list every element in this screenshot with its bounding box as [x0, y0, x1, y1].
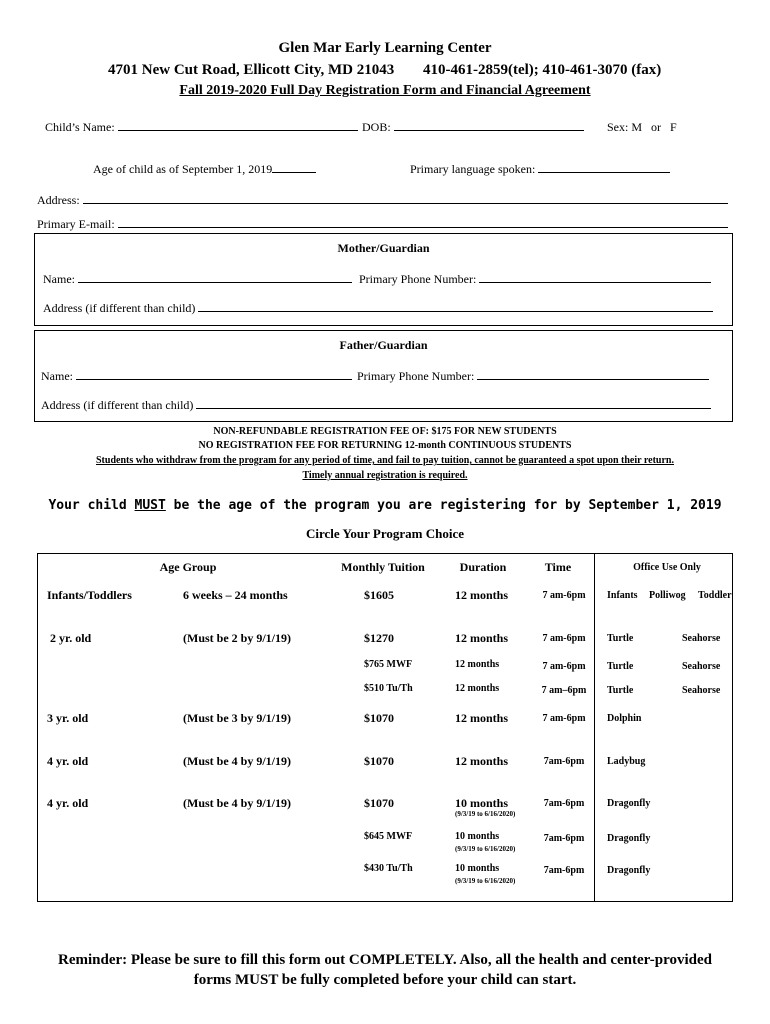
mother-section: [34, 233, 733, 326]
header-duration: Duration: [459, 560, 507, 574]
language-field[interactable]: [410, 162, 670, 177]
row-time: 7 am-6pm: [542, 633, 586, 644]
row-office-class: Infants: [607, 590, 638, 601]
row-age-group: 4 yr. old: [47, 796, 89, 810]
row-requirement: (Must be 4 by 9/1/19): [183, 796, 291, 810]
mother-phone-label: Primary Phone Number:: [359, 272, 477, 286]
row-time: 7am-6pm: [543, 865, 585, 876]
fee-new-students: NON-REFUNDABLE REGISTRATION FEE OF: $175 FOR NEW STUDENTS: [213, 426, 557, 437]
father-address-label: Address (if different than child): [41, 398, 194, 412]
mother-title: Mother/Guardian: [337, 241, 430, 255]
timely-registration: Timely annual registration is required.: [302, 470, 468, 481]
row-tuition: $430 Tu/Th: [364, 863, 413, 874]
father-address-field[interactable]: [41, 398, 711, 413]
row-tuition: $1270: [364, 631, 394, 645]
row-office-class: Dragonfly: [607, 865, 651, 876]
age-label: Age of child as of September 1, 2019: [93, 162, 273, 176]
father-name-field[interactable]: [41, 369, 352, 384]
fee-returning-students: NO REGISTRATION FEE FOR RETURNING 12-month CONTINUOUS STUDENTS: [198, 440, 572, 451]
row-office-class: Seahorse: [682, 661, 721, 672]
row-date-range: (9/3/19 to 6/16/2020): [455, 877, 516, 885]
org-name: Glen Mar Early Learning Center: [278, 40, 492, 56]
row-duration: 12 months: [455, 683, 500, 694]
row-time: 7am-6pm: [543, 798, 585, 809]
language-label: Primary language spoken:: [410, 162, 536, 176]
age-notice-must: MUST: [134, 498, 166, 513]
dob-label: DOB:: [362, 120, 391, 134]
row-age-group: Infants/Toddlers: [47, 588, 132, 602]
child-address-field[interactable]: [37, 193, 728, 208]
row-duration: 12 months: [455, 659, 500, 670]
row-requirement: (Must be 4 by 9/1/19): [183, 754, 291, 768]
reminder-line2: forms MUST be fully completed before your child can start.: [193, 972, 577, 988]
row-tuition: $645 MWF: [364, 831, 413, 842]
form-title: Fall 2019-2020 Full Day Registration Form and Financial Agreement: [179, 83, 591, 98]
org-address: 4701 New Cut Road, Ellicott City, MD 21043: [108, 62, 395, 78]
org-phone: 410-461-2859(tel); 410-461-3070 (fax): [423, 62, 662, 78]
row-tuition: $765 MWF: [364, 659, 413, 670]
row-duration: 12 months: [455, 711, 509, 725]
row-time: 7 am–6pm: [541, 685, 587, 696]
row-office-class: Dragonfly: [607, 798, 651, 809]
row-date-range: (9/3/19 to 6/16/2020): [455, 810, 516, 818]
header-age-group: Age Group: [159, 560, 217, 574]
child-name-field[interactable]: [45, 120, 358, 135]
mother-name-field[interactable]: [43, 272, 352, 287]
row-tuition: $1605: [364, 588, 394, 602]
circle-program-title: Circle Your Program Choice: [305, 526, 464, 541]
row-office-class: Turtle: [607, 661, 634, 672]
office-divider: [594, 554, 595, 901]
row-age-group: 2 yr. old: [50, 631, 92, 645]
program-table: [37, 553, 733, 902]
age-notice-after: be the age of the program you are registering for by September 1, 2019: [165, 498, 722, 513]
row-date-range: (9/3/19 to 6/16/2020): [455, 845, 516, 853]
dob-field[interactable]: [362, 120, 584, 135]
mother-phone-field[interactable]: [359, 272, 711, 287]
row-requirement: (Must be 3 by 9/1/19): [183, 711, 291, 725]
row-tuition: $1070: [364, 711, 394, 725]
row-tuition: $1070: [364, 796, 394, 810]
row-time: 7 am-6pm: [542, 661, 586, 672]
reminder-line1: Reminder: Please be sure to fill this form out COMPLETELY. Also, all the health and center-provided: [57, 952, 713, 968]
row-duration: 10 months: [455, 863, 500, 874]
header-monthly-tuition: Monthly Tuition: [341, 560, 425, 574]
age-notice: [0, 498, 770, 513]
email-field[interactable]: [37, 217, 728, 232]
age-notice-before: Your child: [48, 498, 135, 513]
row-office-class: Seahorse: [682, 685, 721, 696]
sex-field[interactable]: Sex: M or F: [607, 120, 677, 134]
father-section: [34, 330, 733, 422]
child-name-label: Child’s Name:: [45, 120, 115, 134]
header-time: Time: [544, 560, 572, 574]
email-label: Primary E-mail:: [37, 217, 115, 231]
child-address-label: Address:: [37, 193, 80, 207]
row-office-class: Toddler: [698, 590, 732, 601]
row-office-class: Turtle: [607, 633, 634, 644]
row-office-class: Seahorse: [682, 633, 721, 644]
mother-name-label: Name:: [43, 272, 75, 286]
row-duration: 12 months: [455, 588, 509, 602]
father-name-label: Name:: [41, 369, 73, 383]
age-field[interactable]: [93, 162, 316, 177]
row-age-group: 3 yr. old: [47, 711, 89, 725]
row-age-group: 4 yr. old: [47, 754, 89, 768]
row-duration: 12 months: [455, 631, 509, 645]
row-tuition: $1070: [364, 754, 394, 768]
row-requirement: 6 weeks – 24 months: [183, 588, 288, 602]
row-office-class: Dolphin: [607, 713, 642, 724]
row-duration: 12 months: [455, 754, 509, 768]
header-office-use: Office Use Only: [633, 562, 701, 573]
row-time: 7 am-6pm: [542, 590, 586, 601]
row-duration: 10 months: [455, 831, 500, 842]
father-phone-label: Primary Phone Number:: [357, 369, 475, 383]
row-office-class: Polliwog: [649, 590, 686, 601]
row-time: 7am-6pm: [543, 756, 585, 767]
father-phone-field[interactable]: [357, 369, 709, 384]
row-office-class: Dragonfly: [607, 833, 651, 844]
row-tuition: $510 Tu/Th: [364, 683, 413, 694]
withdraw-notice: Students who withdraw from the program for any period of time, and fail to pay tuition, cannot be guaranteed a spot upon their return.: [96, 455, 674, 466]
row-office-class: Ladybug: [607, 756, 646, 767]
father-title: Father/Guardian: [339, 338, 428, 352]
row-time: 7 am-6pm: [542, 713, 586, 724]
row-duration: 10 months: [455, 796, 509, 810]
row-requirement: (Must be 2 by 9/1/19): [183, 631, 291, 645]
row-time: 7am-6pm: [543, 833, 585, 844]
row-office-class: Turtle: [607, 685, 634, 696]
mother-address-field[interactable]: [43, 301, 713, 316]
mother-address-label: Address (if different than child): [43, 301, 196, 315]
